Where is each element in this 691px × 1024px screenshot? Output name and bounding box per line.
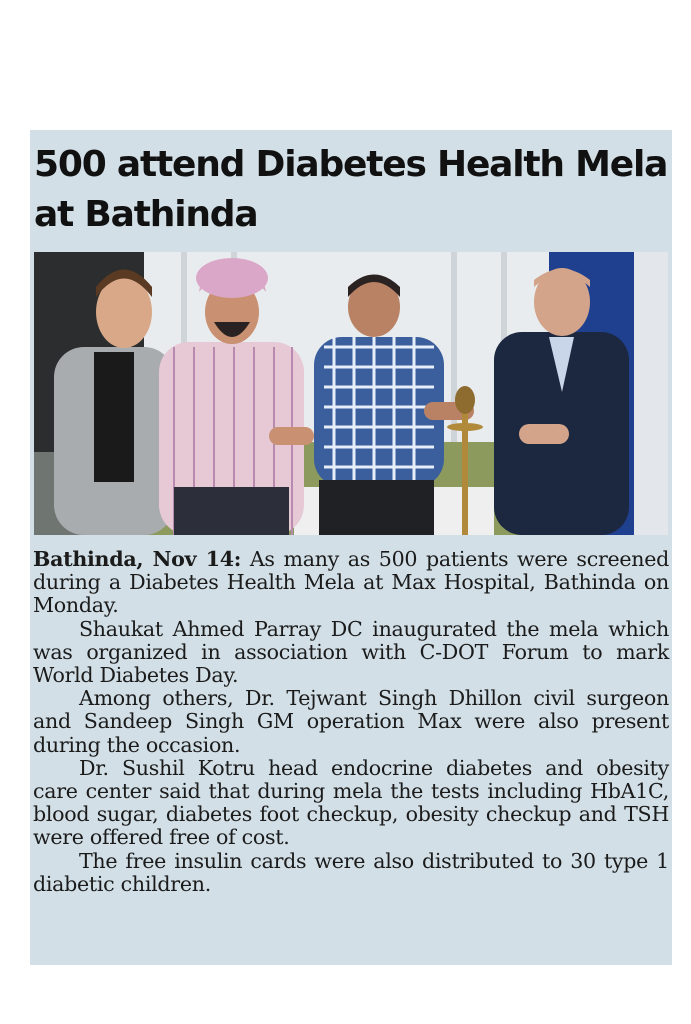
- paragraph-text: As many as 500 patients were screened during a Diabetes Health Mela at Max Hospital, Bathinda on Monday.: [33, 547, 669, 618]
- article-paragraph-2: Shaukat Ahmed Parray DC inaugurated the mela which was organized in association with C-DOT Forum to mark World Diabetes Day.: [33, 616, 669, 688]
- article-paragraph-1: [33, 548, 669, 618]
- article-paragraph-4: Dr. Sushil Kotru head endocrine diabetes and obesity care center said that during mela the tests including HbA1C, blood sugar, diabetes foot checkup, obesity checkup and TSH were offered free of cost.: [33, 755, 669, 850]
- lamp-lighting-photo: [34, 252, 668, 535]
- article-body: [33, 548, 669, 896]
- news-photo: [34, 252, 668, 535]
- newspaper-clipping: [30, 130, 672, 965]
- dateline: Bathinda, Nov 14:: [33, 547, 242, 571]
- headline: 500 attend Diabetes Health Mela at Bathinda: [34, 144, 668, 235]
- article-paragraph-5: The free insulin cards were also distributed to 30 type 1 diabetic children.: [33, 848, 669, 896]
- article-paragraph-3: Among others, Dr. Tejwant Singh Dhillon civil surgeon and Sandeep Singh GM operation Max were also present during the occasion.: [33, 686, 669, 757]
